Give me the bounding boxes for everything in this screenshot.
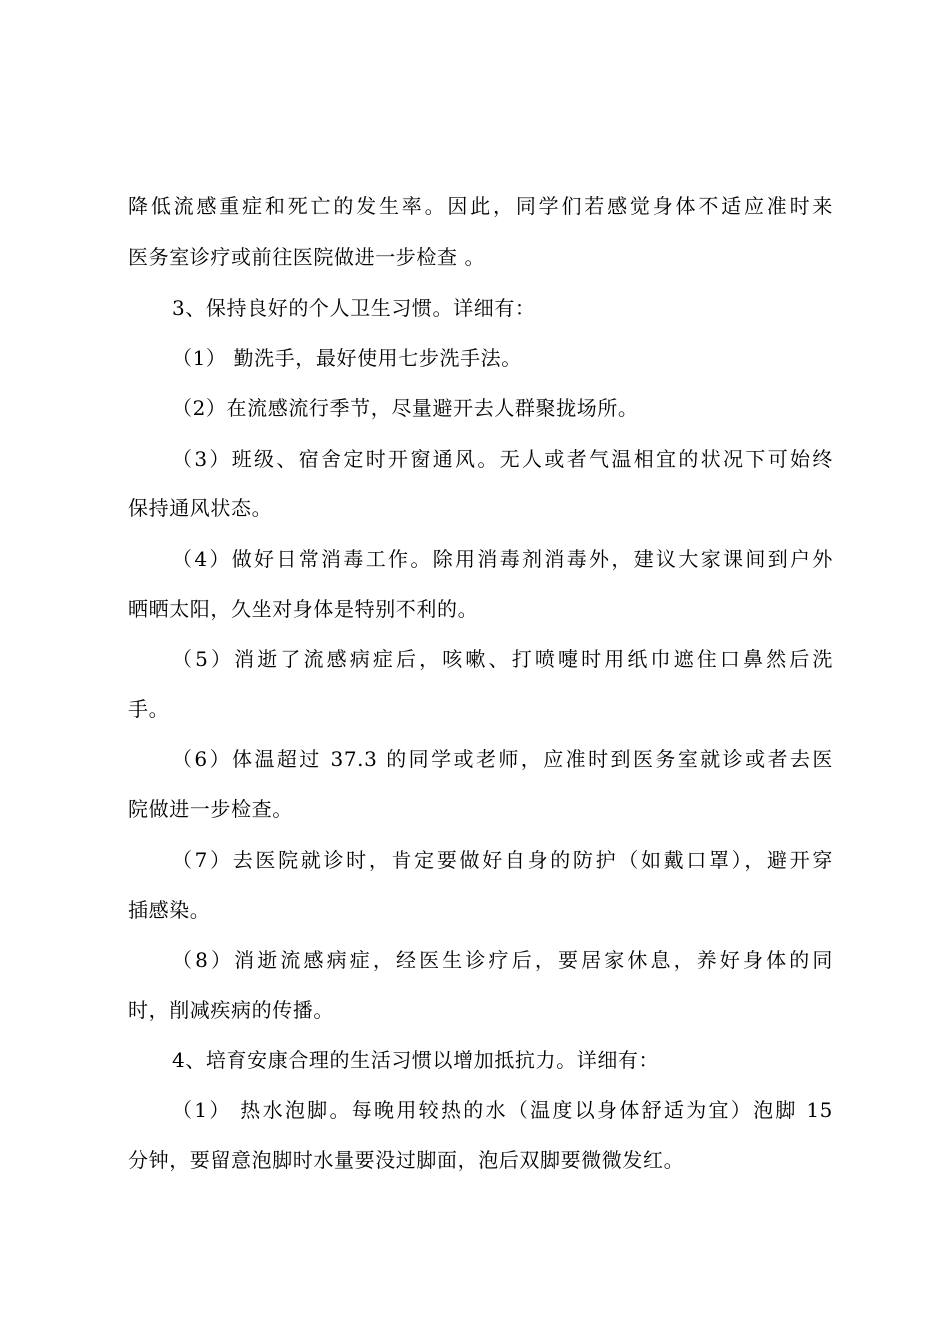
list-item: （7）去医院就诊时，肯定要做好自身的防护（如戴口罩），避开穿 xyxy=(172,848,833,872)
list-item: （1） 勤洗手，最好使用七步洗手法。 xyxy=(172,346,522,370)
list-item: （8）消逝流感病症，经医生诊疗后，要居家休息，养好身体的同 xyxy=(172,948,833,972)
paragraph-line: 医务室诊疗或前往医院做进一步检查 。 xyxy=(128,245,486,269)
list-item: （3）班级、宿舍定时开窗通风。无人或者气温相宜的状况下可始终 xyxy=(172,447,833,471)
paragraph-line: 降低流感重症和死亡的发生率。因此，同学们若感觉身体不适应准时来 xyxy=(128,194,833,218)
section-heading: 4、培育安康合理的生活习惯以增加抵抗力。详细有： xyxy=(172,1048,660,1072)
list-item-continuation: 分钟，要留意泡脚时水量要没过脚面，泡后双脚要微微发红。 xyxy=(128,1148,685,1172)
list-item: （1） 热水泡脚。每晚用较热的水（温度以身体舒适为宜）泡脚 15 xyxy=(172,1098,833,1122)
list-item: （4）做好日常消毒工作。除用消毒剂消毒外，建议大家课间到户外 xyxy=(172,547,833,571)
list-item: （5）消逝了流感病症后，咳嗽、打喷嚏时用纸巾遮住口鼻然后洗 xyxy=(172,647,833,671)
list-item: （2）在流感流行季节，尽量避开去人群聚拢场所。 xyxy=(172,396,639,420)
list-item-continuation: 保持通风状态。 xyxy=(128,496,273,520)
list-item-continuation: 手。 xyxy=(128,697,170,721)
list-item-continuation: 晒晒太阳，久坐对身体是特别不利的。 xyxy=(128,597,479,621)
list-item-continuation: 插感染。 xyxy=(128,898,211,922)
section-heading: 3、保持良好的个人卫生习惯。详细有： xyxy=(172,296,536,320)
list-item-continuation: 院做进一步检查。 xyxy=(128,797,293,821)
list-item: （6）体温超过 37.3 的同学或老师，应准时到医务室就诊或者去医 xyxy=(172,747,833,771)
list-item-continuation: 时，削减疾病的传播。 xyxy=(128,998,334,1022)
